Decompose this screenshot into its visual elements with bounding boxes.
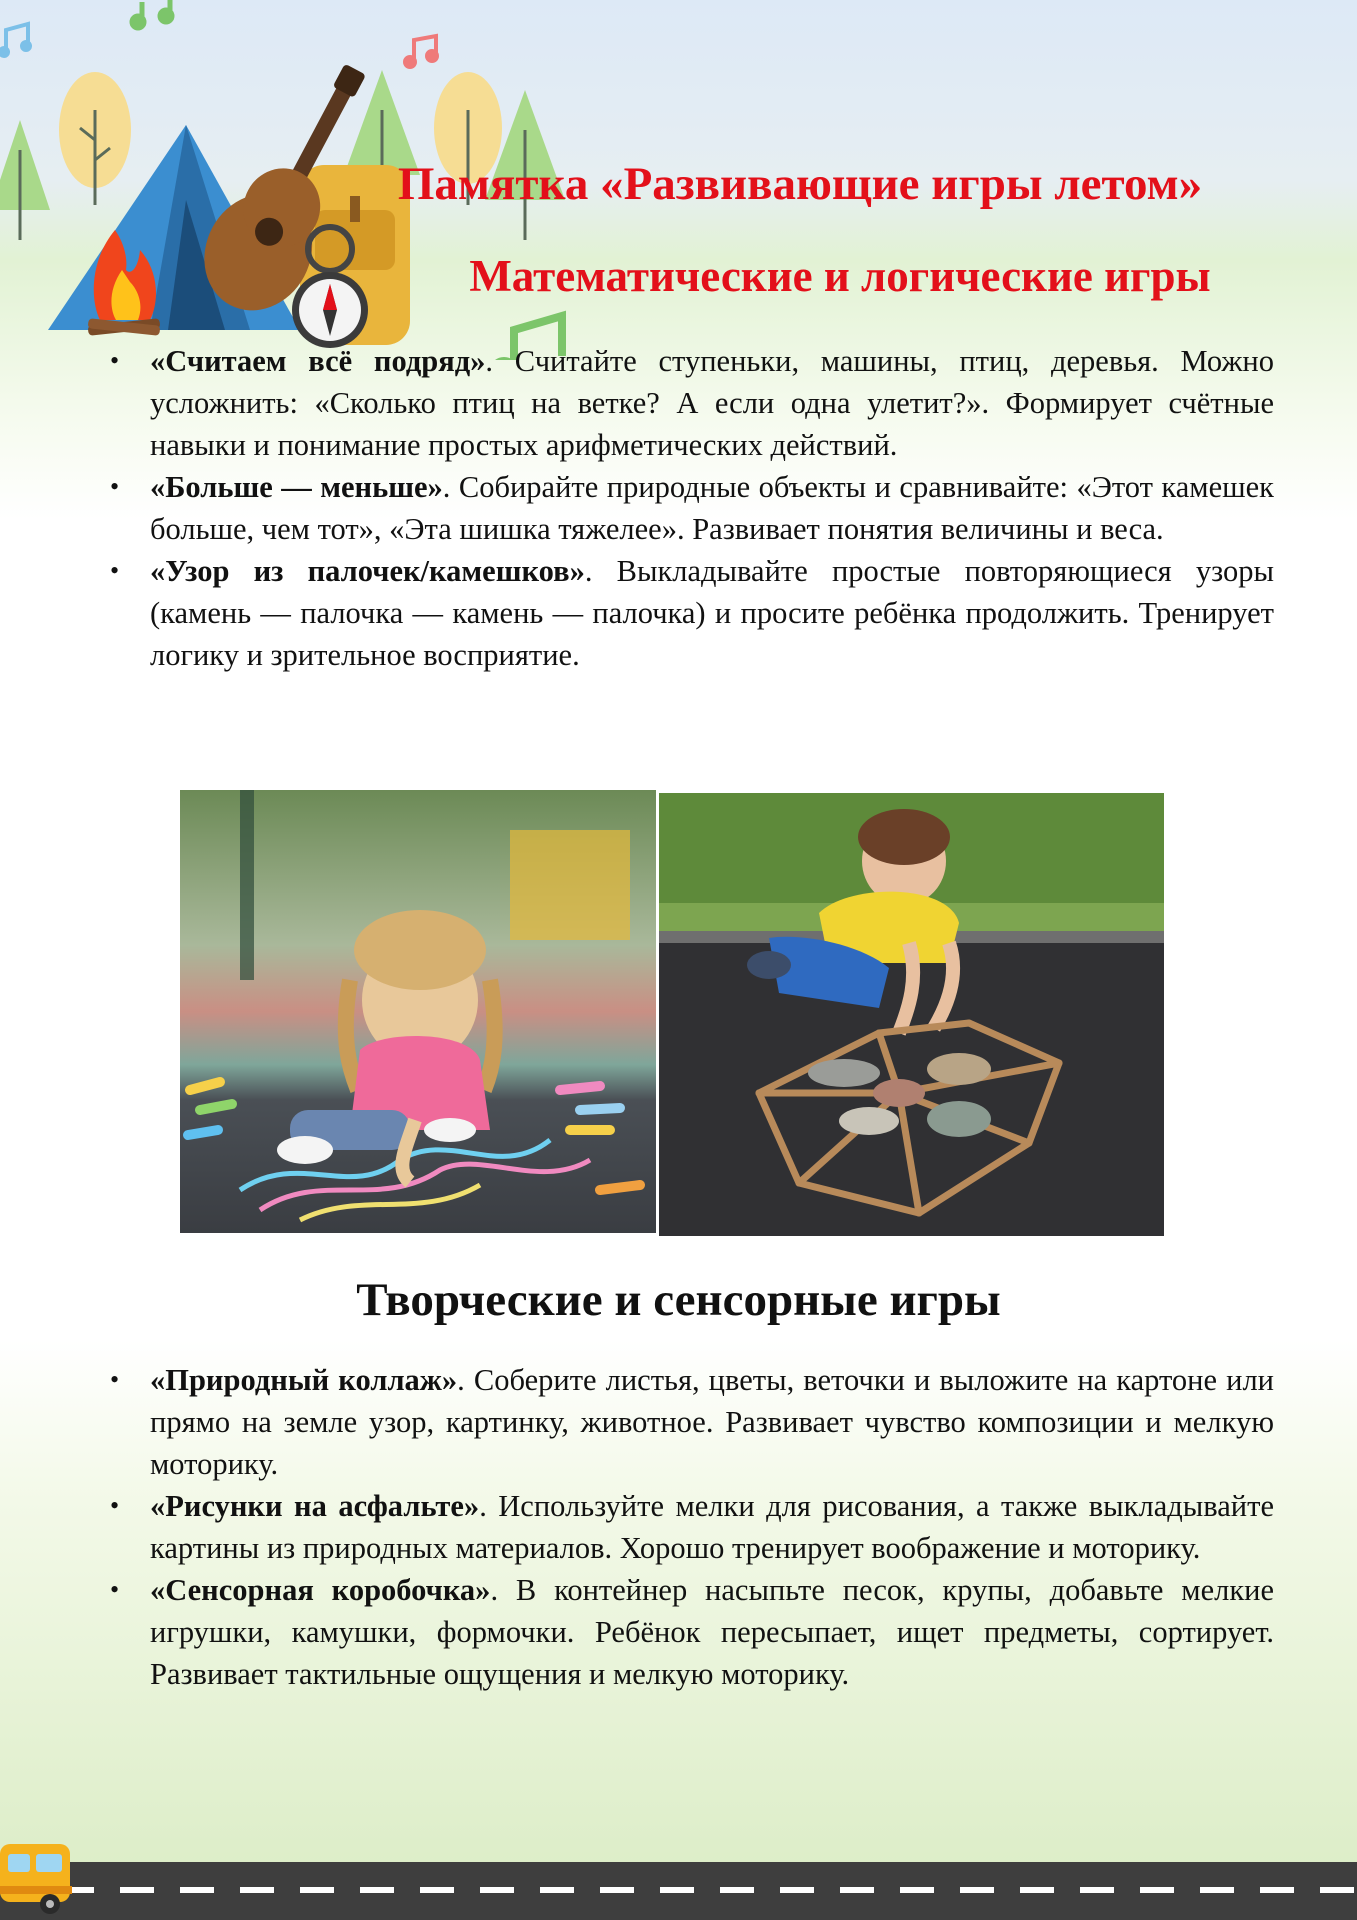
game-name: «Сенсорная коробочка» bbox=[150, 1573, 491, 1607]
math-games-list bbox=[150, 340, 1274, 676]
game-description: . Соберите листья, цветы, веточки и выложите на картоне или прямо на земле узор, картинку, животное. Развивает чувство композиции и мелкую моторику. bbox=[150, 1363, 1274, 1481]
section-title-creative: Творческие и сенсорные игры bbox=[356, 1274, 1001, 1326]
list-item bbox=[150, 340, 1274, 466]
game-name: «Считаем всё подряд» bbox=[150, 344, 486, 378]
list-item bbox=[150, 466, 1274, 550]
list-item bbox=[150, 1359, 1274, 1485]
game-description: . Выкладывайте простые повторяющиеся узоры (камень — палочка — камень — палочка) и просите ребёнка продолжить. Тренирует логику и зрительное восприятие. bbox=[150, 554, 1274, 672]
music-note-icon bbox=[132, 0, 172, 28]
bus-icon bbox=[0, 1836, 80, 1920]
game-description: . Считайте ступеньки, машины, птиц, деревья. Можно усложнить: «Сколько птиц на ветке? А если одна улетит?». Формирует счётные навыки и понимание простых арифметических действий. bbox=[150, 344, 1275, 462]
music-note-icon bbox=[405, 36, 437, 67]
photo-girl-chalk bbox=[180, 790, 656, 1233]
photo-boy-sticks bbox=[659, 793, 1164, 1236]
page-title: Памятка «Развивающие игры летом» bbox=[397, 158, 1203, 210]
music-note-icon bbox=[0, 24, 30, 56]
game-name: «Узор из палочек/камешков» bbox=[150, 554, 585, 588]
tree-icon bbox=[0, 120, 50, 240]
list-item bbox=[150, 550, 1274, 676]
section-title-math: Математические и логические игры bbox=[469, 251, 1211, 301]
game-description: . В контейнер насыпьте песок, крупы, добавьте мелкие игрушки, камушки, формочки. Ребёнок пересыпает, ищет предметы, сортирует. Развивает тактильные ощущения и мелкую моторику. bbox=[150, 1573, 1275, 1691]
game-name: «Природный коллаж» bbox=[150, 1363, 458, 1397]
game-name: «Рисунки на асфальте» bbox=[150, 1489, 480, 1523]
road-markings bbox=[0, 1887, 1357, 1893]
tree-icon bbox=[59, 72, 131, 205]
game-name: «Больше — меньше» bbox=[150, 470, 443, 504]
list-item bbox=[150, 1485, 1274, 1569]
list-item bbox=[150, 1569, 1274, 1695]
game-description: . Используйте мелки для рисования, а также выкладывайте картины из природных материалов. Хорошо тренирует воображение и моторику. bbox=[150, 1489, 1274, 1565]
game-description: . Собирайте природные объекты и сравнивайте: «Этот камешек больше, чем тот», «Эта шишка тяжелее». Развивает понятия величины и веса. bbox=[150, 470, 1274, 546]
creative-games-list bbox=[150, 1359, 1274, 1695]
road-footer bbox=[0, 1862, 1357, 1920]
